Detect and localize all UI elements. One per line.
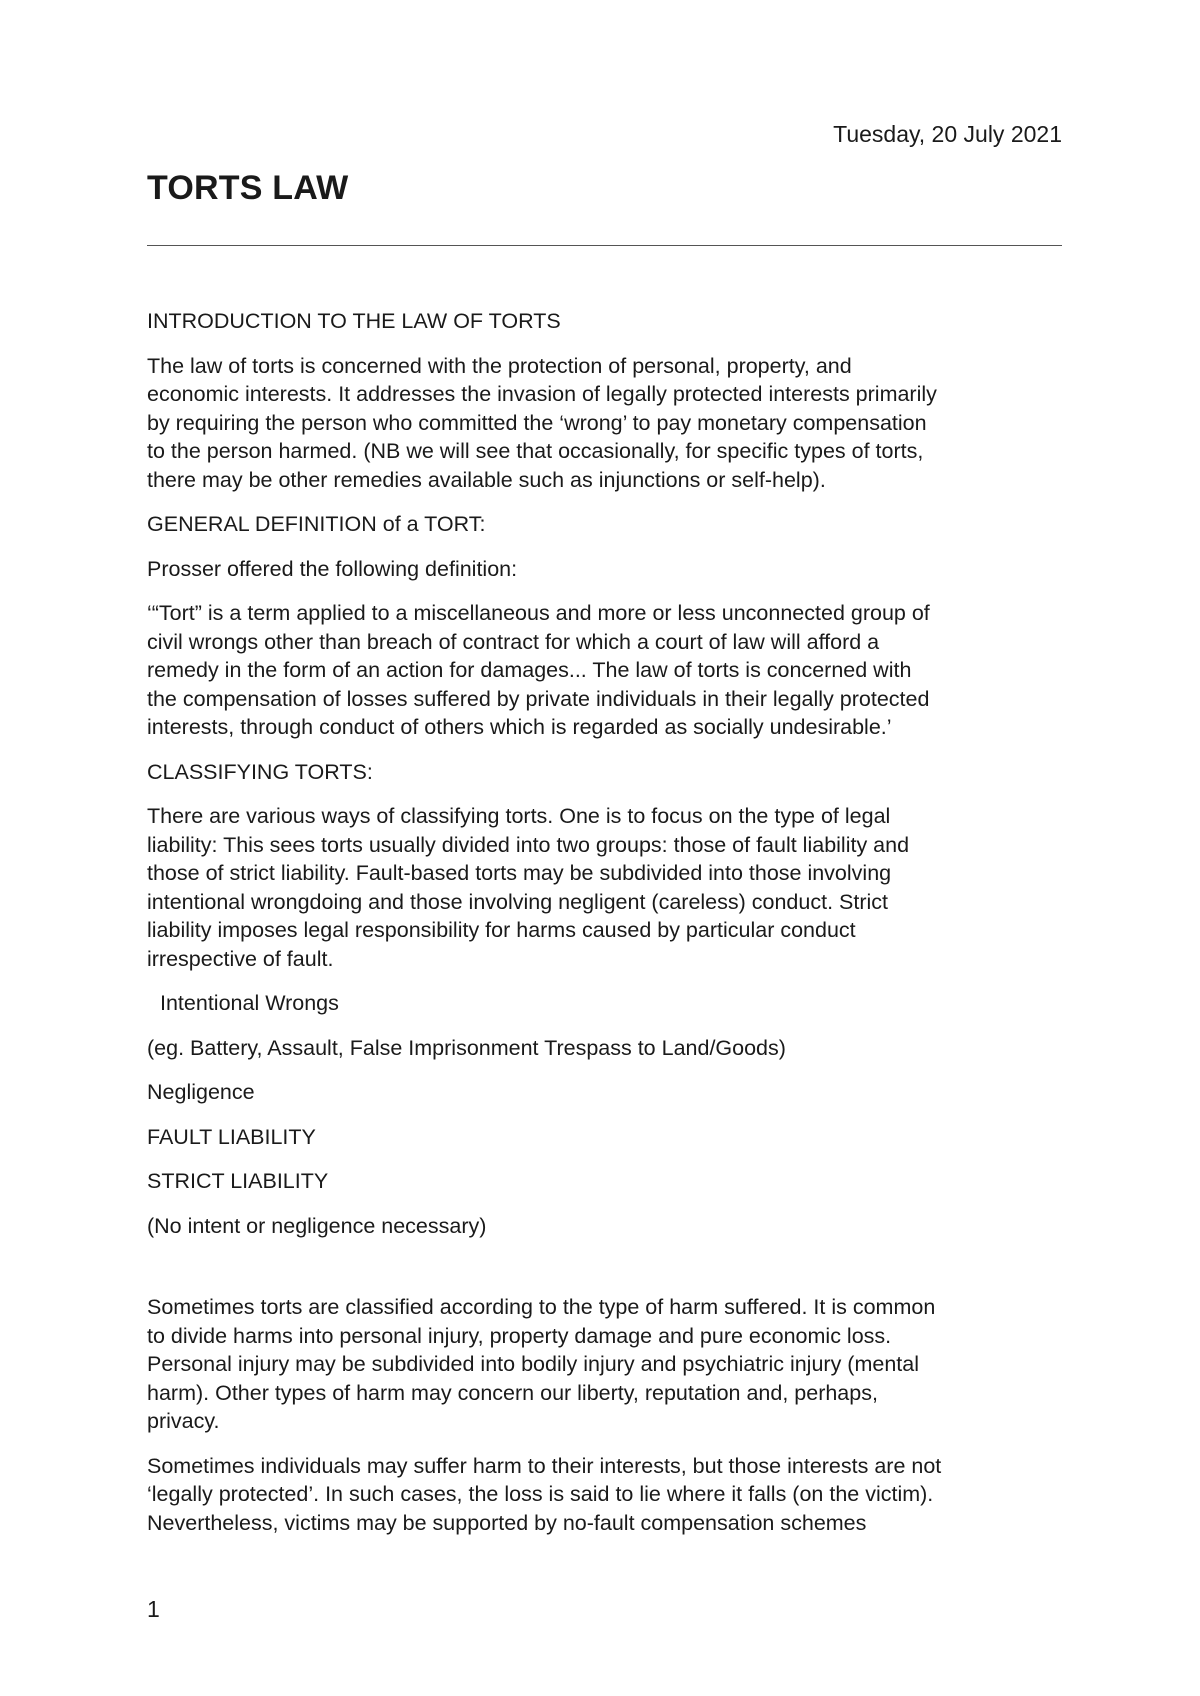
text-line: harm). Other types of harm may concern our liberty, reputation and, perhaps, — [147, 1380, 878, 1405]
text-line: liability: This sees torts usually divided into two groups: those of fault liability and — [147, 832, 910, 857]
text-line: those of strict liability. Fault-based torts may be subdivided into those involving — [147, 861, 892, 885]
text-line: The law of torts is concerned with the protection of personal, property, and — [147, 353, 852, 378]
document-date: Tuesday, 20 July 2021 — [833, 121, 1062, 147]
item-strict-note: (No intent or negligence necessary) — [147, 1213, 487, 1238]
text-line: privacy. — [147, 1409, 220, 1433]
item-intentional-wrongs: Intentional Wrongs — [160, 991, 339, 1015]
text-line: economic interests. It addresses the invasion of legally protected interests primarily — [147, 382, 937, 406]
text-line: Personal injury may be subdivided into bodily injury and psychiatric injury (mental — [147, 1352, 919, 1376]
document-body — [147, 307, 1062, 1553]
text-line: Sometimes individuals may suffer harm to their interests, but those interests are not — [147, 1453, 942, 1478]
text-line: There are various ways of classifying torts. One is to focus on the type of legal — [147, 804, 891, 828]
prosser-quote — [147, 599, 1062, 742]
text-line: there may be other remedies available such as injunctions or self-help). — [147, 467, 826, 492]
spacer — [147, 1256, 1062, 1293]
text-line: ‘legally protected’. In such cases, the loss is said to lie where it falls (on the victim). — [147, 1482, 934, 1506]
text-line: Nevertheless, victims may be supported by no-fault compensation schemes — [147, 1510, 867, 1535]
page-number: 1 — [147, 1596, 160, 1622]
section-heading-classifying: CLASSIFYING TORTS: — [147, 759, 373, 784]
item-fault-liability: FAULT LIABILITY — [147, 1124, 316, 1149]
text-line: Sometimes torts are classified according to the type of harm suffered. It is common — [147, 1295, 936, 1319]
section-heading-definition: GENERAL DEFINITION of a TORT: — [147, 512, 486, 536]
text-line: by requiring the person who committed the ‘wrong’ to pay monetary compensation — [147, 410, 927, 435]
text-line: liability imposes legal responsibility for harms caused by particular conduct — [147, 918, 856, 942]
text-line: intentional wrongdoing and those involving negligent (careless) conduct. Strict — [147, 889, 888, 914]
text-line: civil wrongs other than breach of contract for which a court of law will afford a — [147, 629, 880, 654]
intro-paragraph — [147, 352, 1062, 495]
text-line: irrespective of fault. — [147, 946, 334, 971]
text-line: ‘“Tort” is a term applied to a miscellaneous and more or less unconnected group of — [147, 601, 930, 625]
text-line: to the person harmed. (NB we will see that occasionally, for specific types of torts, — [147, 439, 924, 463]
prosser-intro: Prosser offered the following definition: — [147, 556, 518, 581]
document-title: TORTS LAW — [147, 169, 349, 207]
document-page — [147, 0, 1062, 1696]
harm-paragraph — [147, 1293, 1062, 1436]
text-line: remedy in the form of an action for damages... The law of torts is concerned with — [147, 658, 912, 682]
text-line: interests, through conduct of others which is regarded as socially undesirable.’ — [147, 715, 892, 739]
text-line: the compensation of losses suffered by private individuals in their legally protected — [147, 686, 930, 711]
text-line: to divide harms into personal injury, property damage and pure economic loss. — [147, 1323, 892, 1348]
item-negligence: Negligence — [147, 1080, 255, 1104]
section-heading-introduction: INTRODUCTION TO THE LAW OF TORTS — [147, 309, 561, 333]
classifying-paragraph — [147, 802, 1062, 973]
item-intentional-examples: (eg. Battery, Assault, False Imprisonment Trespass to Land/Goods) — [147, 1035, 786, 1060]
item-strict-liability: STRICT LIABILITY — [147, 1169, 329, 1193]
interests-paragraph — [147, 1452, 1062, 1538]
title-divider — [147, 245, 1062, 246]
